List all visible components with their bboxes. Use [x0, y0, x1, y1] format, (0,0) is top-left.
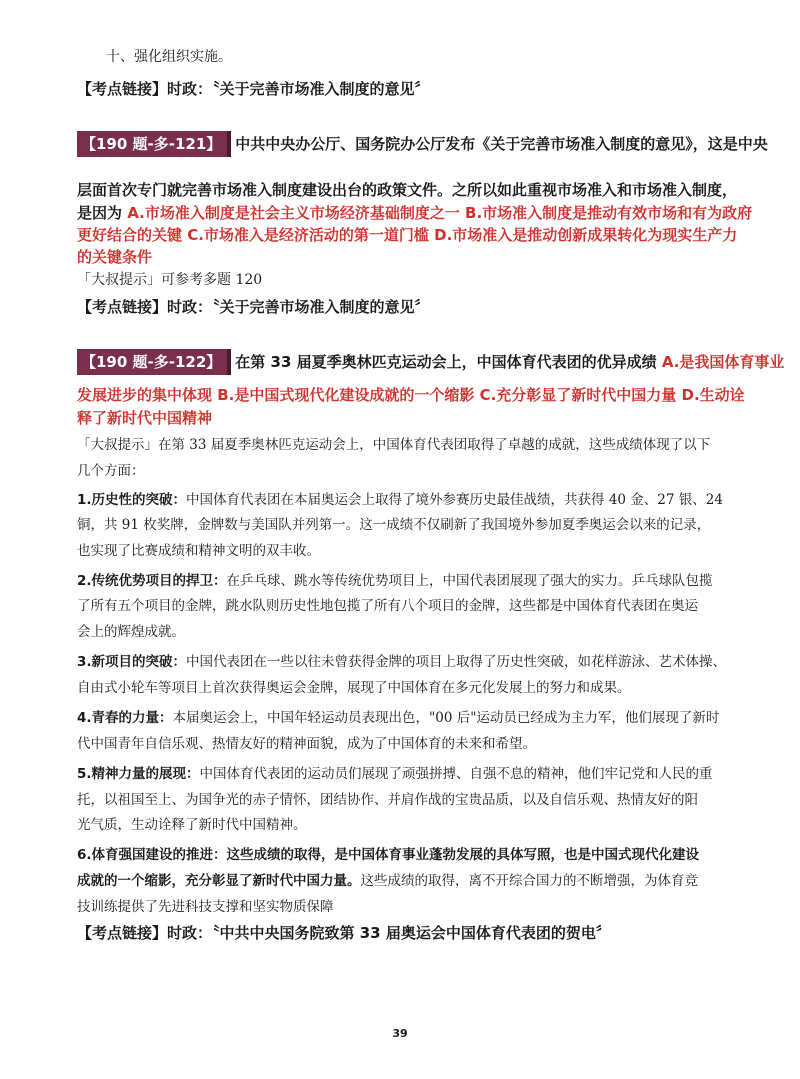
point-6-line-1: 6.体育强国建设的推进：这些成绩的取得，是中国体育事业蓬勃发展的具体写照，也是中国式现代化建设	[77, 847, 700, 863]
point-4-heading: 4.青春的力量：	[77, 710, 173, 726]
question-122-hint-1: 「大叔提示」在第 33 届夏季奥林匹克运动会上，中国体育代表团取得了卓越的成就，这些成绩体现了以下	[77, 437, 711, 453]
point-6-text-2: 这些成绩的取得，离不开综合国力的不断增强，为体育竞	[360, 873, 698, 889]
point-3-heading: 3.新项目的突破：	[77, 654, 187, 670]
point-4-line-1	[77, 706, 719, 726]
point-5-text-1: 中国体育代表团的运动员们展现了顽强拼搏、自强不息的精神，他们牢记党和人民的重	[199, 766, 713, 782]
question-122-hint-2: 几个方面：	[77, 463, 145, 479]
point-6-bold-text: 成就的一个缩影，充分彰显了新时代中国力量。	[77, 873, 361, 889]
point-2-text-1: 在乒乓球、跳水等传统优势项目上，中国代表团展现了强大的实力。乒乓球队包揽	[226, 573, 713, 589]
question-122-options-2: 发展进步的集中体现 B.是中国式现代化建设成就的一个缩影 C.充分彰显了新时代中国力量 D.生动诠	[77, 386, 745, 404]
point-6-line-2	[77, 869, 698, 889]
point-3-line-1	[77, 650, 726, 670]
question-121-line-3	[77, 202, 752, 223]
point-1-line-3: 也实现了比赛成绩和精神文明的双丰收。	[77, 543, 320, 559]
question-121-options-3: 的关键条件	[77, 248, 153, 266]
point-5-line-2: 托，以祖国至上、为国争光的赤子情怀，团结协作、并肩作战的宝贵品质，以及自信乐观、热情友好的阳	[77, 792, 698, 808]
question-121-options-2: 更好结合的关键 C.市场准入是经济活动的第一道门槛 D.市场准入是推动创新成果转化为现实生产力	[77, 226, 738, 244]
point-5-heading: 5.精神力量的展现：	[77, 766, 200, 782]
point-6-line-3: 技训练提供了先进科技支撑和坚实物质保障	[77, 899, 334, 915]
point-2-heading: 2.传统优势项目的捍卫：	[77, 573, 227, 589]
point-2-line-2: 了所有五个项目的金牌，跳水队则历史性地包揽了所有八个项目的金牌，这些都是中国体育代表团在奥运	[77, 598, 698, 614]
page-number: 39	[392, 1027, 408, 1040]
point-5-line-1	[77, 762, 713, 782]
question-122-stem-1: 在第 33 届夏季奥林匹克运动会上，中国体育代表团的优异成绩	[235, 353, 662, 371]
point-1-text-1: 中国体育代表团在本届奥运会上取得了境外参赛历史最佳战绩，共获得 40 金、27 银、24	[186, 492, 723, 508]
point-4-text-1: 本届奥运会上，中国年轻运动员表现出色，"00 后"运动员已经成为主力军，他们展现了新时	[172, 710, 720, 726]
section-heading: 十、强化组织实施。	[106, 49, 232, 65]
question-121-options-1: A.市场准入制度是社会主义市场经济基础制度之一 B.市场准入制度是推动有效市场和有为政府	[127, 204, 753, 222]
question-122-label: 【190 题-多-122】	[77, 349, 231, 375]
question-122-options-3: 释了新时代中国精神	[77, 409, 213, 427]
question-122-options-1: A.是我国体育事业	[661, 353, 785, 371]
point-1-line-1	[77, 488, 723, 508]
exam-link-1: 【考点链接】时政：〝关于完善市场准入制度的意见〞	[77, 80, 430, 98]
point-4-line-2: 代中国青年自信乐观、热情友好的精神面貌，成为了中国体育的未来和希望。	[77, 736, 536, 752]
point-3-text-1: 中国代表团在一些以往未曾获得金牌的项目上取得了历史性突破，如花样游泳、艺术体操、	[186, 654, 727, 670]
question-122-line-1	[77, 349, 784, 375]
question-121-line-1	[77, 131, 768, 157]
point-5-line-3: 光气质，生动诠释了新时代中国精神。	[77, 817, 307, 833]
question-121-stem-3: 是因为	[77, 204, 128, 222]
point-1-line-2: 铜，共 91 枚奖牌，金牌数与美国队并列第一。这一成绩不仅刷新了我国境外参加夏季奥运会以来的记录，	[77, 517, 711, 533]
point-3-line-2: 自由式小轮车等项目上首次获得奥运会金牌，展现了中国体育在多元化发展上的努力和成果。	[77, 680, 631, 696]
point-2-line-1	[77, 569, 713, 589]
question-121-label: 【190 题-多-121】	[77, 131, 231, 157]
question-121-stem-2: 层面首次专门就完善市场准入制度建设出台的政策文件。之所以如此重视市场准入和市场准入制度，	[77, 181, 738, 199]
point-2-line-3: 会上的辉煌成就。	[77, 624, 185, 640]
point-1-heading: 1.历史性的突破：	[77, 492, 187, 508]
exam-link-3: 【考点链接】时政：〝中共中央国务院致第 33 届奥运会中国体育代表团的贺电〞	[77, 924, 611, 942]
question-121-stem-1: 中共中央办公厅、国务院办公厅发布《关于完善市场准入制度的意见》，这是中央	[235, 135, 768, 153]
question-121-hint: 「大叔提示」可参考多题 120	[77, 272, 263, 288]
exam-link-2: 【考点链接】时政：〝关于完善市场准入制度的意见〞	[77, 298, 430, 316]
